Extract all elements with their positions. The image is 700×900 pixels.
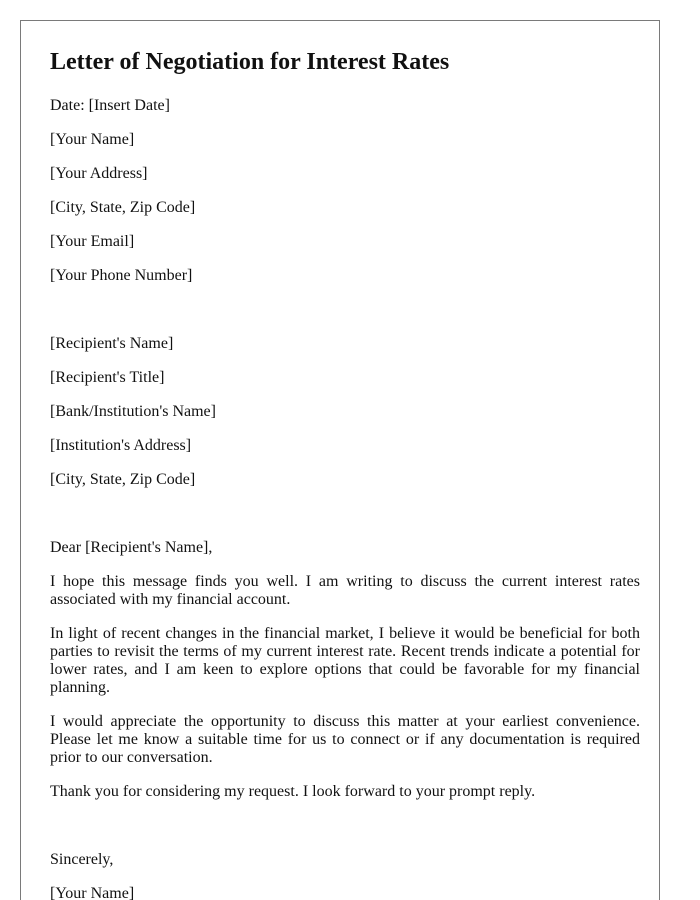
recipient-institution: [Bank/Institution's Name] [50,403,216,420]
body-paragraph-2: In light of recent changes in the financial market, I believe it would be beneficial for both parties to revisit the terms of my current interest rate. Recent trends indicate a potential for lower rates, and I am keen to explore options that could be favorable for my financial planning. [50,625,640,696]
letter-page [20,20,660,900]
sender-address: [Your Address] [50,165,148,182]
sender-email: [Your Email] [50,233,135,250]
body-paragraph-1: I hope this message finds you well. I am writing to discuss the current interest rates associated with my financial account. [50,573,640,608]
sender-city-state-zip: [City, State, Zip Code] [50,199,196,216]
recipient-city-state-zip: [City, State, Zip Code] [50,471,196,488]
salutation: Dear [Recipient's Name], [50,539,213,556]
body-paragraph-3: I would appreciate the opportunity to discuss this matter at your earliest convenience. Please let me know a suitable time for us to connect or if any documentation is required prior to our conversation. [50,713,640,766]
body-paragraph-4: Thank you for considering my request. I look forward to your prompt reply. [50,783,536,800]
date-line: Date: [Insert Date] [50,97,170,114]
recipient-address: [Institution's Address] [50,437,192,454]
recipient-name: [Recipient's Name] [50,335,174,352]
signature-name: [Your Name] [50,885,135,900]
sender-phone: [Your Phone Number] [50,267,193,284]
sender-name: [Your Name] [50,131,135,148]
letter-title: Letter of Negotiation for Interest Rates [50,49,450,75]
recipient-title: [Recipient's Title] [50,369,165,386]
closing: Sincerely, [50,851,114,868]
